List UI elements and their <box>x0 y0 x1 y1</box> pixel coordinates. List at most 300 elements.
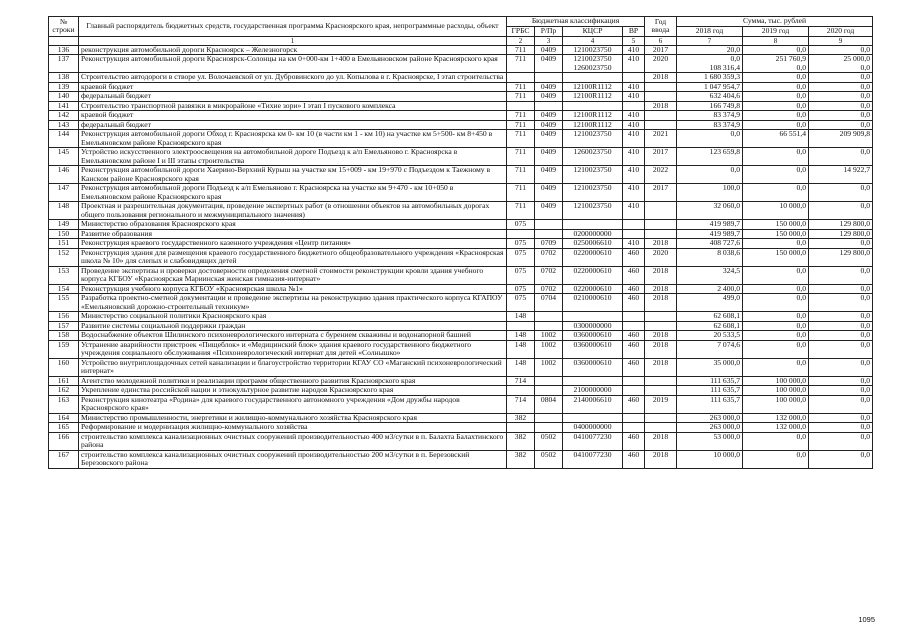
row-kcsr: 0220000610 <box>563 248 623 266</box>
row-sum-2019: 132 000,0 <box>743 413 809 423</box>
row-year <box>645 220 677 230</box>
row-sum-2020: 0,0 <box>809 395 873 413</box>
row-name: Строительство автодороги в створе ул. Волочаевской от ул. Дубровинского до ул. Копылова в г. Красноярске, I этап строительства <box>79 73 507 83</box>
row-name: Реконструкция автомобильной дороги Красноярск-Солонцы на км 0+000-км 1+400 в Емельяновском районе Красноярского края <box>79 55 507 73</box>
row-kcsr: 0220000610 <box>563 284 623 294</box>
header-row-number: № строки <box>49 17 79 37</box>
row-sum-2020: 0,0 <box>809 101 873 111</box>
header-grbs: ГРБС <box>507 27 535 37</box>
row-sum-2018: 263 000,0 <box>677 413 743 423</box>
table-row <box>49 284 873 294</box>
row-rpr: 0409 <box>535 166 563 184</box>
row-year: 2018 <box>645 284 677 294</box>
row-grbs: 711 <box>507 130 535 148</box>
row-kcsr <box>563 220 623 230</box>
row-rpr <box>535 423 563 433</box>
table-row <box>49 321 873 331</box>
row-grbs: 148 <box>507 340 535 358</box>
row-grbs: 075 <box>507 266 535 284</box>
row-kcsr: 1210023750 <box>563 45 623 55</box>
row-sum-2018: 0,0 <box>677 166 743 184</box>
row-grbs: 711 <box>507 120 535 130</box>
row-sum-2020: 129 800,0 <box>809 248 873 266</box>
row-sum-2020: 0,0 <box>809 331 873 341</box>
row-year: 2018 <box>645 294 677 312</box>
row-name: Реконструкция автомобильной дороги Хаерино-Верхний Курыш на участке км 15+009 - км 19+970 с Подъездом к Таежному в Канском районе Красноярского края <box>79 166 507 184</box>
row-rpr <box>535 312 563 322</box>
row-sum-2018: 123 659,8 <box>677 148 743 166</box>
row-number: 147 <box>49 184 79 202</box>
row-year: 2018 <box>645 358 677 376</box>
row-sum-2019: 0,0 <box>743 312 809 322</box>
header-name: Главный распорядитель бюджетных средств, государственная программа Красноярского края, непрограммные расходы, объект <box>79 17 507 37</box>
row-vr: 410 <box>623 120 645 130</box>
row-name: Министерство социальной политики Красноярского края <box>79 312 507 322</box>
row-rpr: 0709 <box>535 239 563 249</box>
row-grbs: 714 <box>507 395 535 413</box>
row-number: 140 <box>49 92 79 102</box>
row-vr <box>623 229 645 239</box>
row-grbs: 711 <box>507 166 535 184</box>
row-rpr: 0409 <box>535 45 563 55</box>
col-number: 4 <box>563 36 623 45</box>
header-vr: ВР <box>623 27 645 37</box>
row-vr: 410 <box>623 45 645 55</box>
row-year: 2018 <box>645 73 677 83</box>
row-grbs: 148 <box>507 358 535 376</box>
row-sum-2018: 499,0 <box>677 294 743 312</box>
row-year: 2022 <box>645 166 677 184</box>
row-name: Реконструкция учебного корпуса КГБОУ «Красноярская школа №1» <box>79 284 507 294</box>
row-name: Строительство транспортной развязки в микрорайоне «Тихие зори» I этап I пускового комплекса <box>79 101 507 111</box>
row-name: Агентство молодежной политики и реализации программ общественного развития Красноярского края <box>79 376 507 386</box>
row-grbs: 711 <box>507 148 535 166</box>
row-kcsr: 1210023750 <box>563 130 623 148</box>
row-sum-2018: 20,0 <box>677 45 743 55</box>
row-sum-2019: 0,0 <box>743 111 809 121</box>
row-sum-2018: 35 000,0 <box>677 358 743 376</box>
row-sum-2019: 0,0 <box>743 92 809 102</box>
row-vr <box>623 376 645 386</box>
row-kcsr: 1210023750 1260023750 <box>563 55 623 73</box>
row-year: 2018 <box>645 432 677 450</box>
table-row <box>49 331 873 341</box>
row-number: 156 <box>49 312 79 322</box>
row-year: 2018 <box>645 101 677 111</box>
row-grbs <box>507 423 535 433</box>
row-grbs <box>507 321 535 331</box>
header-budget-classification: Бюджетная классификация <box>507 17 645 27</box>
row-number: 138 <box>49 73 79 83</box>
row-year: 2018 <box>645 450 677 468</box>
row-name: Устройство внутриплощадочных сетей канализации и благоустройство территории КГАУ СО «Маганский психоневрологический интернат» <box>79 358 507 376</box>
row-sum-2018: 7 074,6 <box>677 340 743 358</box>
row-year: 2018 <box>645 239 677 249</box>
row-vr: 460 <box>623 432 645 450</box>
table-row <box>49 220 873 230</box>
row-rpr: 0502 <box>535 450 563 468</box>
row-name: строительство комплекса канализационных очистных сооружений производительностью 400 м3/сутки в п. Балахта Балахтинского района <box>79 432 507 450</box>
row-sum-2018: 83 374,9 <box>677 111 743 121</box>
col-number: 2 <box>507 36 535 45</box>
row-sum-2020: 209 909,8 <box>809 130 873 148</box>
row-number: 143 <box>49 120 79 130</box>
row-name: Реконструкция здания для размещения краевого государственного бюджетного общеобразовательного учреждения «Красноярская школа № 10» для слепых и слабовидящих детей <box>79 248 507 266</box>
row-rpr <box>535 101 563 111</box>
row-sum-2020: 0,0 <box>809 376 873 386</box>
row-kcsr: 0400000000 <box>563 423 623 433</box>
row-sum-2020: 0,0 <box>809 432 873 450</box>
row-name: федеральный бюджет <box>79 92 507 102</box>
row-sum-2020: 0,0 <box>809 82 873 92</box>
row-number: 165 <box>49 423 79 433</box>
row-vr: 460 <box>623 266 645 284</box>
row-sum-2020: 0,0 <box>809 386 873 396</box>
row-rpr: 1002 <box>535 340 563 358</box>
header-rpr: Р/Пр <box>535 27 563 37</box>
row-sum-2018: 632 404,6 <box>677 92 743 102</box>
row-sum-2018: 0,0 <box>677 130 743 148</box>
row-year: 2020 <box>645 248 677 266</box>
row-sum-2019: 100 000,0 <box>743 386 809 396</box>
row-kcsr <box>563 376 623 386</box>
row-rpr: 0704 <box>535 294 563 312</box>
column-number-row <box>49 36 873 45</box>
row-vr <box>623 423 645 433</box>
row-sum-2018: 1 047 954,7 <box>677 82 743 92</box>
row-sum-2019: 66 551,4 <box>743 130 809 148</box>
row-rpr: 0409 <box>535 130 563 148</box>
table-row <box>49 229 873 239</box>
row-grbs: 382 <box>507 450 535 468</box>
row-sum-2018: 100,0 <box>677 184 743 202</box>
row-grbs: 075 <box>507 284 535 294</box>
row-vr <box>623 101 645 111</box>
row-name: Реконструкция кинотеатра «Родина» для краевого государственного автономного учреждения «Дом дружбы народов Красноярского края» <box>79 395 507 413</box>
row-vr: 410 <box>623 130 645 148</box>
header-sum: Сумма, тыс. рублей <box>677 17 873 27</box>
col-number: 1 <box>79 36 507 45</box>
col-number: 7 <box>677 36 743 45</box>
row-year: 2019 <box>645 395 677 413</box>
table-row <box>49 73 873 83</box>
row-year <box>645 202 677 220</box>
row-sum-2019: 0,0 <box>743 166 809 184</box>
row-vr <box>623 312 645 322</box>
row-sum-2018: 263 000,0 <box>677 423 743 433</box>
row-name: Реконструкция краевого государственного казенного учреждения «Центр питания» <box>79 239 507 249</box>
row-number: 162 <box>49 386 79 396</box>
table-row <box>49 432 873 450</box>
row-rpr: 0702 <box>535 284 563 294</box>
row-name: Проведение экспертизы и проверки достоверности определения сметной стоимости реконструкции кровли здания учебного корпуса КГБОУ «Красноярская Мариинская женская гимназия-интернат» <box>79 266 507 284</box>
row-year: 2017 <box>645 184 677 202</box>
header-2020: 2020 год <box>809 27 873 37</box>
row-vr: 460 <box>623 450 645 468</box>
row-sum-2019: 0,0 <box>743 148 809 166</box>
row-kcsr: 0360000610 <box>563 340 623 358</box>
row-number: 145 <box>49 148 79 166</box>
row-rpr: 0502 <box>535 432 563 450</box>
table-row <box>49 386 873 396</box>
table-row <box>49 120 873 130</box>
row-grbs: 148 <box>507 312 535 322</box>
row-sum-2020: 0,0 <box>809 202 873 220</box>
row-sum-2020: 0,0 <box>809 450 873 468</box>
col-number: 8 <box>743 36 809 45</box>
row-name: Реконструкция автомобильной дороги Обход г. Красноярска км 0- км 10 (в части км 1 - км 10) на участке км 5+500- км 8+450 в Емельяновском районе Красноярского края <box>79 130 507 148</box>
row-rpr: 0409 <box>535 120 563 130</box>
row-sum-2020: 0,0 <box>809 340 873 358</box>
row-sum-2020: 129 800,0 <box>809 229 873 239</box>
row-rpr <box>535 229 563 239</box>
row-year: 2017 <box>645 45 677 55</box>
row-grbs: 075 <box>507 239 535 249</box>
row-vr <box>623 413 645 423</box>
row-rpr: 1002 <box>535 358 563 376</box>
row-name: Укрепление единства российской нации и этнокультурное развитие народов Красноярского края <box>79 386 507 396</box>
row-sum-2019: 0,0 <box>743 450 809 468</box>
row-name: Разработка проектно-сметной документации и проведение экспертизы на реконструкцию здания практического корпуса КГАПОУ «Емельяновский дорожно-строительный техникум» <box>79 294 507 312</box>
row-grbs <box>507 101 535 111</box>
row-sum-2019: 100 000,0 <box>743 395 809 413</box>
table-row <box>49 202 873 220</box>
row-year <box>645 386 677 396</box>
col-number: 6 <box>645 36 677 45</box>
row-kcsr: 0200000000 <box>563 229 623 239</box>
row-sum-2019: 0,0 <box>743 45 809 55</box>
row-vr: 460 <box>623 358 645 376</box>
row-kcsr: 12100R1112 <box>563 111 623 121</box>
row-sum-2020: 0,0 <box>809 294 873 312</box>
row-sum-2018: 111 635,7 <box>677 376 743 386</box>
row-year <box>645 321 677 331</box>
row-grbs: 711 <box>507 202 535 220</box>
row-kcsr <box>563 101 623 111</box>
row-year <box>645 82 677 92</box>
row-sum-2020: 0,0 <box>809 45 873 55</box>
table-row <box>49 148 873 166</box>
row-rpr <box>535 376 563 386</box>
row-rpr: 0409 <box>535 148 563 166</box>
row-sum-2020: 0,0 <box>809 120 873 130</box>
row-grbs: 711 <box>507 184 535 202</box>
row-number: 164 <box>49 413 79 423</box>
row-kcsr <box>563 312 623 322</box>
row-sum-2019: 0,0 <box>743 73 809 83</box>
row-name: Министерство образования Красноярского края <box>79 220 507 230</box>
row-sum-2019: 150 000,0 <box>743 229 809 239</box>
row-number: 154 <box>49 284 79 294</box>
row-grbs: 075 <box>507 248 535 266</box>
row-year: 2018 <box>645 340 677 358</box>
col-number <box>49 36 79 45</box>
row-sum-2019: 0,0 <box>743 331 809 341</box>
row-kcsr: 2140006610 <box>563 395 623 413</box>
row-kcsr: 0360000610 <box>563 358 623 376</box>
row-year: 2018 <box>645 266 677 284</box>
row-year <box>645 111 677 121</box>
row-name: Реконструкция автомобильной дороги Подъезд к а/п Емельяново г. Красноярска на участке км 9+470 - км 10+050 в Емельяновском районе Красноярского края <box>79 184 507 202</box>
row-grbs: 711 <box>507 111 535 121</box>
header-year: Год ввода <box>645 17 677 37</box>
header-kcsr: КЦСР <box>563 27 623 37</box>
row-kcsr: 1260023750 <box>563 148 623 166</box>
row-year: 2017 <box>645 148 677 166</box>
row-sum-2020: 129 800,0 <box>809 220 873 230</box>
table-row <box>49 101 873 111</box>
table-row <box>49 266 873 284</box>
table-row <box>49 239 873 249</box>
row-number: 153 <box>49 266 79 284</box>
row-rpr <box>535 413 563 423</box>
row-year: 2018 <box>645 331 677 341</box>
row-vr: 410 <box>623 92 645 102</box>
row-number: 157 <box>49 321 79 331</box>
row-name: реконструкция автомобильной дороги Красноярск – Железногорск <box>79 45 507 55</box>
row-name: строительство комплекса канализационных очистных сооружений производительностью 200 м3/сутки в п. Березовский Березовского района <box>79 450 507 468</box>
row-sum-2020: 0,0 <box>809 312 873 322</box>
row-rpr: 0409 <box>535 111 563 121</box>
row-rpr: 0702 <box>535 248 563 266</box>
row-sum-2018: 419 989,7 <box>677 229 743 239</box>
row-sum-2019: 0,0 <box>743 82 809 92</box>
row-rpr: 0409 <box>535 202 563 220</box>
row-name: краевой бюджет <box>79 82 507 92</box>
row-number: 159 <box>49 340 79 358</box>
row-grbs: 075 <box>507 220 535 230</box>
row-vr <box>623 321 645 331</box>
row-rpr: 0409 <box>535 55 563 73</box>
row-name: Реформирование и модернизация жилищно-коммунального хозяйства <box>79 423 507 433</box>
row-year <box>645 413 677 423</box>
row-kcsr: 1210023750 <box>563 184 623 202</box>
row-year <box>645 92 677 102</box>
row-sum-2020: 0,0 <box>809 266 873 284</box>
row-sum-2018: 2 400,0 <box>677 284 743 294</box>
table-row <box>49 184 873 202</box>
row-number: 137 <box>49 55 79 73</box>
row-kcsr <box>563 73 623 83</box>
row-kcsr: 0220000610 <box>563 266 623 284</box>
row-number: 139 <box>49 82 79 92</box>
row-vr: 410 <box>623 166 645 184</box>
row-vr: 410 <box>623 239 645 249</box>
row-vr: 410 <box>623 148 645 166</box>
row-sum-2018: 62 608,1 <box>677 312 743 322</box>
row-sum-2018: 32 060,0 <box>677 202 743 220</box>
row-sum-2019: 0,0 <box>743 432 809 450</box>
row-sum-2019: 0,0 <box>743 184 809 202</box>
row-vr: 410 <box>623 202 645 220</box>
table-row <box>49 340 873 358</box>
row-sum-2019: 132 000,0 <box>743 423 809 433</box>
table-body <box>49 45 873 468</box>
row-sum-2019: 251 760,9 0,0 <box>743 55 809 73</box>
row-sum-2019: 0,0 <box>743 358 809 376</box>
row-kcsr: 0410077230 <box>563 450 623 468</box>
row-kcsr: 2100000000 <box>563 386 623 396</box>
table-row <box>49 111 873 121</box>
row-kcsr <box>563 413 623 423</box>
row-sum-2019: 10 000,0 <box>743 202 809 220</box>
row-vr: 460 <box>623 248 645 266</box>
row-sum-2018: 166 749,8 <box>677 101 743 111</box>
row-sum-2020: 0,0 <box>809 73 873 83</box>
row-name: Устройство искусственного электроосвещения на автомобильной дороге Подъезд к а/п Емельяново г. Красноярска в Емельяновском районе I и III этапы строительства <box>79 148 507 166</box>
page-number: 1095 <box>858 615 875 624</box>
row-kcsr: 12100R1112 <box>563 120 623 130</box>
row-number: 142 <box>49 111 79 121</box>
row-vr <box>623 386 645 396</box>
row-year <box>645 120 677 130</box>
row-vr: 410 <box>623 184 645 202</box>
row-number: 160 <box>49 358 79 376</box>
row-name: Развитие системы социальной поддержки граждан <box>79 321 507 331</box>
row-number: 151 <box>49 239 79 249</box>
row-name: Водоснабжение объектов Шилинского психоневрологического интерната с бурением скважины и водонапорной башней <box>79 331 507 341</box>
table-row <box>49 413 873 423</box>
row-sum-2019: 100 000,0 <box>743 376 809 386</box>
row-sum-2020: 0,0 <box>809 111 873 121</box>
row-rpr <box>535 220 563 230</box>
row-sum-2018: 0,0 108 316,4 <box>677 55 743 73</box>
row-grbs: 148 <box>507 331 535 341</box>
row-sum-2018: 62 608,1 <box>677 321 743 331</box>
table-row <box>49 376 873 386</box>
row-grbs <box>507 386 535 396</box>
row-sum-2018: 83 374,9 <box>677 120 743 130</box>
row-grbs <box>507 73 535 83</box>
row-kcsr: 0410077230 <box>563 432 623 450</box>
row-kcsr: 0300000000 <box>563 321 623 331</box>
row-sum-2019: 0,0 <box>743 340 809 358</box>
row-sum-2018: 1 680 359,3 <box>677 73 743 83</box>
row-vr <box>623 220 645 230</box>
row-sum-2019: 0,0 <box>743 120 809 130</box>
row-rpr: 0409 <box>535 92 563 102</box>
row-grbs <box>507 229 535 239</box>
row-rpr: 1002 <box>535 331 563 341</box>
row-rpr <box>535 386 563 396</box>
row-grbs: 711 <box>507 55 535 73</box>
budget-table <box>48 16 873 469</box>
table-row <box>49 130 873 148</box>
row-sum-2018: 324,5 <box>677 266 743 284</box>
row-sum-2020: 0,0 <box>809 321 873 331</box>
row-number: 166 <box>49 432 79 450</box>
table-row <box>49 423 873 433</box>
header-2019: 2019 год <box>743 27 809 37</box>
row-sum-2020: 0,0 <box>809 284 873 294</box>
table-row <box>49 450 873 468</box>
row-sum-2020: 14 922,7 <box>809 166 873 184</box>
row-sum-2018: 419 989,7 <box>677 220 743 230</box>
row-sum-2018: 53 000,0 <box>677 432 743 450</box>
row-kcsr: 1210023750 <box>563 202 623 220</box>
table-row <box>49 45 873 55</box>
row-name: Развитие образования <box>79 229 507 239</box>
header-2018: 2018 год <box>677 27 743 37</box>
row-number: 148 <box>49 202 79 220</box>
row-number: 150 <box>49 229 79 239</box>
row-number: 161 <box>49 376 79 386</box>
row-rpr <box>535 73 563 83</box>
row-name: краевой бюджет <box>79 111 507 121</box>
row-kcsr: 12100R1112 <box>563 82 623 92</box>
table-row <box>49 312 873 322</box>
row-vr: 460 <box>623 294 645 312</box>
